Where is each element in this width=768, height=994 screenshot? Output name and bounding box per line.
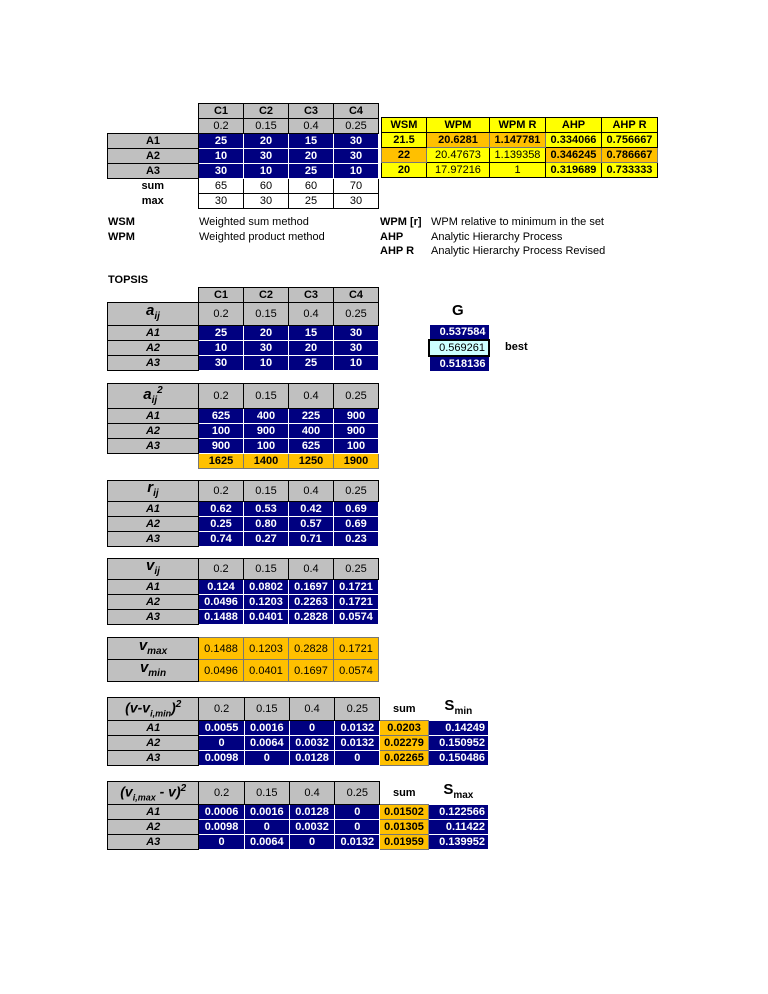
value-cell: 0.80: [244, 517, 289, 532]
alternative-label: A1: [108, 134, 199, 149]
value-cell: 30: [334, 149, 379, 164]
criterion-header: C2: [244, 288, 289, 303]
alternative-label: A3: [108, 610, 199, 625]
vmax-symbol: $v_{max}$: [108, 638, 199, 660]
value-cell: 0.0006: [199, 805, 244, 820]
criterion-header: C4: [334, 104, 379, 119]
smin-value: 0.150486: [428, 751, 488, 766]
table-row: [382, 163, 658, 178]
criterion-header: C1: [199, 104, 244, 119]
table-row: [108, 356, 379, 371]
weight-cell: 0.25: [334, 384, 379, 409]
table-row: [108, 580, 379, 595]
value-cell: 25: [199, 134, 244, 149]
value-cell: 30: [334, 326, 379, 341]
alternative-label: A3: [108, 835, 199, 850]
smin-value: 0.150952: [428, 736, 488, 751]
value-cell: 0: [199, 835, 244, 850]
value-cell: 0.69: [334, 517, 379, 532]
wpm-cell: 17.97216: [427, 163, 490, 178]
table-row: [108, 502, 379, 517]
value-cell: 0.0098: [199, 751, 244, 766]
smin-table: [107, 697, 489, 766]
value-cell: 30: [244, 341, 289, 356]
weight-cell: 0.25: [334, 303, 379, 326]
methods-result-table: [381, 117, 658, 178]
value-cell: 900: [334, 409, 379, 424]
value-cell: 0.0055: [199, 721, 244, 736]
smin-header: $S_{min}$: [444, 697, 473, 717]
max-cell: 30: [199, 194, 244, 209]
value-cell: 25: [199, 326, 244, 341]
table-row: [108, 721, 489, 736]
value-cell: 30: [244, 149, 289, 164]
value-cell: 0.1488: [199, 610, 244, 625]
value-cell: 25: [289, 356, 334, 371]
weight-cell: 0.15: [244, 782, 289, 805]
weight-cell: 0.2: [199, 782, 244, 805]
alternative-label: A1: [108, 580, 199, 595]
max-cell: 25: [289, 194, 334, 209]
legend-abbr: AHP: [380, 231, 404, 243]
weight-cell: 0.15: [244, 384, 289, 409]
value-cell: 0.0128: [289, 805, 334, 820]
main-decision-table: [107, 103, 379, 209]
g-value: 0.537584: [429, 325, 489, 341]
table-row: [382, 148, 658, 163]
value-cell: 20: [244, 326, 289, 341]
sum-label: sum: [141, 180, 165, 193]
value-cell: 20: [289, 149, 334, 164]
value-cell: 625: [199, 409, 244, 424]
value-cell: 0.0064: [244, 835, 289, 850]
g-value-best: 0.569261: [429, 340, 489, 356]
method-header: WSM: [382, 118, 427, 133]
value-cell: 100: [244, 439, 289, 454]
sum-cell: 60: [244, 179, 289, 194]
value-cell: 30: [199, 164, 244, 179]
weight-cell: 0.25: [334, 481, 379, 502]
vmax-vmin-table: [107, 637, 379, 682]
table-row: [108, 805, 489, 820]
legend-text: Analytic Hierarchy Process Revised: [431, 245, 606, 257]
method-header: WPM: [427, 118, 490, 133]
aij-symbol: $a_{ij}$: [108, 303, 199, 326]
value-cell: 0: [335, 820, 380, 835]
totals-row: [108, 454, 379, 469]
wsm-cell: 22: [382, 148, 427, 163]
value-cell: 0.25: [199, 517, 244, 532]
legend-text: Weighted sum method: [199, 216, 309, 228]
value-cell: 0: [244, 751, 289, 766]
ahpr-cell: 0.756667: [602, 133, 658, 148]
table-row: [108, 149, 379, 164]
alternative-label: A2: [108, 517, 199, 532]
rij-symbol: $r_{ij}$: [108, 481, 199, 502]
ahpr-cell: 0.733333: [602, 163, 658, 178]
max-cell: 30: [244, 194, 289, 209]
value-cell: 0.0574: [334, 610, 379, 625]
alternative-label: A3: [108, 164, 199, 179]
value-cell: 30: [199, 356, 244, 371]
value-cell: 0.71: [289, 532, 334, 547]
legend-text: Analytic Hierarchy Process: [431, 231, 563, 243]
value-cell: 0.74: [199, 532, 244, 547]
value-cell: 0.2263: [289, 595, 334, 610]
value-cell: 0.124: [199, 580, 244, 595]
value-cell: 0: [289, 721, 334, 736]
value-cell: 0.1721: [334, 580, 379, 595]
max-cell: 30: [334, 194, 379, 209]
smax-header: $S_{max}$: [443, 781, 474, 801]
ahp-cell: 0.319689: [546, 163, 602, 178]
best-label: best: [505, 341, 528, 353]
value-cell: 0.0032: [289, 820, 334, 835]
legend-abbr: WSM: [108, 216, 135, 228]
weight-cell: 0.25: [335, 782, 380, 805]
weight-cell: 0.4: [289, 384, 334, 409]
weight-cell: 0.15: [244, 698, 289, 721]
value-cell: 10: [199, 341, 244, 356]
table-row: [108, 835, 489, 850]
value-cell: 0.0132: [335, 736, 380, 751]
value-cell: 10: [244, 356, 289, 371]
value-cell: 0: [335, 751, 380, 766]
value-cell: 0: [244, 820, 289, 835]
legend-abbr: WPM: [108, 231, 135, 243]
value-cell: 15: [289, 326, 334, 341]
weight-cell: 0.25: [334, 119, 379, 134]
vij-table: [107, 558, 379, 625]
method-header: AHP R: [602, 118, 658, 133]
alternative-label: A2: [108, 736, 199, 751]
value-cell: 625: [289, 439, 334, 454]
weight-cell: 0.4: [289, 481, 334, 502]
table-row: [108, 595, 379, 610]
value-cell: 0.0132: [335, 721, 380, 736]
legend-abbr: WPM [r]: [380, 216, 422, 228]
aij-table: [107, 287, 379, 371]
weight-cell: 0.4: [289, 559, 334, 580]
max-label: max: [141, 195, 164, 207]
value-cell: 0.0016: [244, 721, 289, 736]
value-cell: 0.53: [244, 502, 289, 517]
value-cell: 0.27: [244, 532, 289, 547]
table-row: [108, 439, 379, 454]
sum-cell: 0.01502: [380, 805, 428, 820]
methods-header-row: [382, 118, 658, 133]
wpm-cell: 20.47673: [427, 148, 490, 163]
alternative-label: A2: [108, 341, 199, 356]
value-cell: 0.0032: [289, 736, 334, 751]
smax-value: 0.11422: [428, 820, 488, 835]
table-row: [108, 517, 379, 532]
value-cell: 0.1721: [334, 595, 379, 610]
g-value: 0.518136: [429, 356, 489, 372]
alternative-label: A2: [108, 149, 199, 164]
table-row: [108, 736, 489, 751]
value-cell: 225: [289, 409, 334, 424]
legend-text: Weighted product method: [199, 231, 325, 243]
table-row: [108, 326, 379, 341]
value-cell: 100: [334, 439, 379, 454]
weight-cell: 0.15: [244, 481, 289, 502]
value-cell: 0.57: [289, 517, 334, 532]
weight-cell: 0.2: [199, 559, 244, 580]
weight-cell: 0.4: [289, 698, 334, 721]
wsm-cell: 21.5: [382, 133, 427, 148]
value-cell: 10: [244, 164, 289, 179]
sum-cell: 60: [289, 179, 334, 194]
sum-cell: 0.01305: [380, 820, 428, 835]
table-row: [108, 341, 379, 356]
vmax-cell: 0.1488: [199, 638, 244, 660]
value-cell: 0.0132: [335, 835, 380, 850]
weight-cell: 0.2: [199, 303, 244, 326]
sum-row: [108, 179, 379, 194]
value-cell: 400: [244, 409, 289, 424]
sum-header: sum: [392, 702, 416, 715]
table-row: [108, 532, 379, 547]
smax-value: 0.122566: [428, 805, 488, 820]
total-cell: 1250: [289, 454, 334, 469]
value-cell: 10: [334, 164, 379, 179]
criterion-header: C4: [334, 288, 379, 303]
alternative-label: A2: [108, 595, 199, 610]
smin-formula-label: $(v-v_{i,min})^2$: [108, 698, 199, 721]
wpmr-cell: 1.147781: [490, 133, 546, 148]
value-cell: 0.0016: [244, 805, 289, 820]
table-row: [108, 424, 379, 439]
value-cell: 20: [289, 341, 334, 356]
vmin-cell: 0.1697: [289, 660, 334, 682]
method-header: AHP: [546, 118, 602, 133]
weight-cell: 0.15: [244, 303, 289, 326]
vmax-cell: 0.2828: [289, 638, 334, 660]
total-cell: 1900: [334, 454, 379, 469]
aij-squared-table: [107, 383, 379, 469]
sum-cell: 0.01959: [380, 835, 428, 850]
smax-formula-label: $(v_{i,max} - v)^2$: [108, 782, 199, 805]
ahp-cell: 0.334066: [546, 133, 602, 148]
sum-cell: 65: [199, 179, 244, 194]
topsis-title: TOPSIS: [108, 274, 149, 286]
alternative-label: A2: [108, 424, 199, 439]
max-row: [108, 194, 379, 209]
value-cell: 0.0128: [289, 751, 334, 766]
value-cell: 0.0802: [244, 580, 289, 595]
weight-cell: 0.2: [199, 481, 244, 502]
value-cell: 400: [289, 424, 334, 439]
value-cell: 900: [334, 424, 379, 439]
value-cell: 0.1697: [289, 580, 334, 595]
table-row: [108, 409, 379, 424]
weight-cell: 0.4: [289, 303, 334, 326]
value-cell: 0: [199, 736, 244, 751]
value-cell: 30: [334, 134, 379, 149]
value-cell: 0.69: [334, 502, 379, 517]
alternative-label: A1: [108, 409, 199, 424]
value-cell: 0.0098: [199, 820, 244, 835]
table-row: [108, 751, 489, 766]
wsm-cell: 20: [382, 163, 427, 178]
vij-symbol: $v_{ij}$: [108, 559, 199, 580]
criterion-header: C2: [244, 104, 289, 119]
vmin-cell: 0.0574: [334, 660, 379, 682]
method-header: WPM R: [490, 118, 546, 133]
g-table: [428, 324, 490, 372]
criteria-header-row: [108, 104, 379, 119]
alternative-label: A2: [108, 820, 199, 835]
value-cell: 30: [334, 341, 379, 356]
weight-cell: 0.25: [335, 698, 380, 721]
table-row: [108, 820, 489, 835]
value-cell: 0.0401: [244, 610, 289, 625]
weight-cell: 0.2: [199, 119, 244, 134]
value-cell: 25: [289, 164, 334, 179]
ahp-cell: 0.346245: [546, 148, 602, 163]
weight-cell: 0.15: [244, 559, 289, 580]
value-cell: 100: [199, 424, 244, 439]
table-row: [108, 134, 379, 149]
value-cell: 0.2828: [289, 610, 334, 625]
total-cell: 1400: [244, 454, 289, 469]
sum-cell: 0.02279: [380, 736, 428, 751]
value-cell: 10: [199, 149, 244, 164]
weight-cell: 0.15: [244, 119, 289, 134]
weight-cell: 0.25: [334, 559, 379, 580]
wpm-cell: 20.6281: [427, 133, 490, 148]
legend-abbr: AHP R: [380, 245, 415, 257]
smax-table: [107, 781, 489, 850]
value-cell: 0.23: [334, 532, 379, 547]
legend-text: WPM relative to minimum in the set: [431, 216, 604, 228]
value-cell: 900: [199, 439, 244, 454]
alternative-label: A3: [108, 439, 199, 454]
value-cell: 0.62: [199, 502, 244, 517]
value-cell: 0.42: [289, 502, 334, 517]
alternative-label: A3: [108, 356, 199, 371]
vmin-cell: 0.0496: [199, 660, 244, 682]
value-cell: 0: [335, 805, 380, 820]
value-cell: 20: [244, 134, 289, 149]
wpmr-cell: 1: [490, 163, 546, 178]
value-cell: 0.0064: [244, 736, 289, 751]
weight-cell: 0.2: [199, 698, 244, 721]
rij-table: [107, 480, 379, 547]
value-cell: 900: [244, 424, 289, 439]
sum-cell: 0.02265: [380, 751, 428, 766]
value-cell: 0: [289, 835, 334, 850]
g-header: G: [452, 302, 464, 319]
aij-squared-symbol: $a_{ij}^2$: [108, 384, 199, 409]
smin-value: 0.14249: [428, 721, 488, 736]
criterion-header: C3: [289, 288, 334, 303]
ahpr-cell: 0.786667: [602, 148, 658, 163]
alternative-label: A3: [108, 751, 199, 766]
alternative-label: A1: [108, 721, 199, 736]
value-cell: 0.0496: [199, 595, 244, 610]
alternative-label: A3: [108, 532, 199, 547]
sum-cell: 70: [334, 179, 379, 194]
table-row: [108, 610, 379, 625]
wpmr-cell: 1.139358: [490, 148, 546, 163]
vmin-symbol: $v_{min}$: [108, 660, 199, 682]
criterion-header: C1: [199, 288, 244, 303]
alternative-label: A1: [108, 326, 199, 341]
table-row: [108, 164, 379, 179]
weight-cell: 0.4: [289, 782, 334, 805]
smax-value: 0.139952: [428, 835, 488, 850]
total-cell: 1625: [199, 454, 244, 469]
vmax-cell: 0.1721: [334, 638, 379, 660]
value-cell: 0.1203: [244, 595, 289, 610]
weights-row: [108, 119, 379, 134]
table-row: [382, 133, 658, 148]
value-cell: 10: [334, 356, 379, 371]
sum-header: sum: [392, 786, 416, 799]
alternative-label: A1: [108, 805, 199, 820]
sum-cell: 0.0203: [380, 721, 428, 736]
weight-cell: 0.2: [199, 384, 244, 409]
vmin-cell: 0.0401: [244, 660, 289, 682]
weight-cell: 0.4: [289, 119, 334, 134]
vmax-cell: 0.1203: [244, 638, 289, 660]
alternative-label: A1: [108, 502, 199, 517]
criterion-header: C3: [289, 104, 334, 119]
value-cell: 15: [289, 134, 334, 149]
